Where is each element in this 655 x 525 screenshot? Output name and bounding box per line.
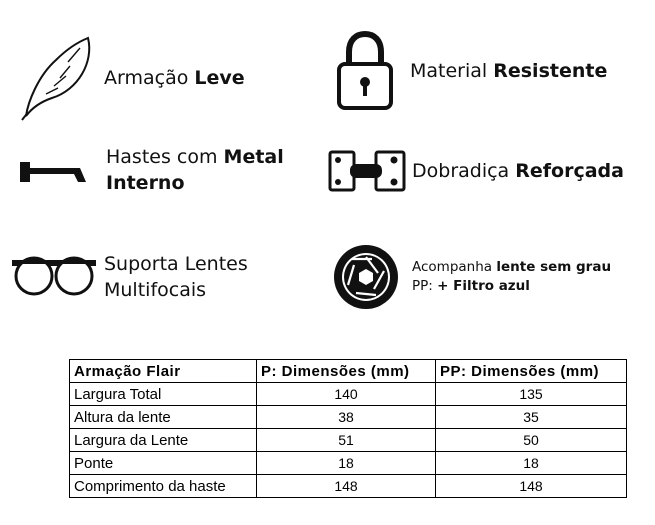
table-cell: 51 <box>257 429 436 452</box>
feature-bold-text: Resistente <box>493 60 608 82</box>
feather-icon <box>16 32 96 124</box>
table-header-cell: PP: Dimensões (mm) <box>436 360 627 383</box>
table-cell: Comprimento da haste <box>70 475 257 498</box>
table-row <box>70 475 627 498</box>
feature-metal-temples <box>18 144 284 196</box>
feature-bold-text: lente sem grau <box>496 259 612 275</box>
feature-bold-text: Metal <box>223 146 284 168</box>
table-cell: 18 <box>436 452 627 475</box>
table-cell: 148 <box>257 475 436 498</box>
feature-bold-text: + Filtro azul <box>437 278 530 294</box>
feature-bold-text: Leve <box>194 67 245 89</box>
feature-text: Acompanha <box>412 259 497 275</box>
hinge-icon <box>328 148 408 194</box>
table-cell: 18 <box>257 452 436 475</box>
feature-text-line1: Suporta Lentes <box>104 253 248 275</box>
feature-text: Dobradiça <box>412 160 516 182</box>
table-cell: 135 <box>436 383 627 406</box>
table-cell: Altura da lente <box>70 406 257 429</box>
feature-text: PP: <box>412 278 438 294</box>
table-cell: 50 <box>436 429 627 452</box>
glasses-temple-icon <box>18 150 88 190</box>
feature-multifocal-lenses <box>10 250 248 304</box>
feature-reinforced-hinge <box>328 148 624 194</box>
padlock-icon <box>334 30 396 112</box>
feature-bold-text-line2: Interno <box>106 172 185 194</box>
feature-lens-included <box>332 243 611 311</box>
feature-bold-text: Reforçada <box>515 160 624 182</box>
table-cell: Largura da Lente <box>70 429 257 452</box>
table-header-cell: P: Dimensões (mm) <box>257 360 436 383</box>
feature-text: Hastes com <box>106 146 224 168</box>
table-row <box>70 406 627 429</box>
table-cell: 35 <box>436 406 627 429</box>
feature-text-line2: Multifocais <box>104 279 207 301</box>
dimensions-table <box>69 359 627 498</box>
table-cell: Largura Total <box>70 383 257 406</box>
feature-resistant-material <box>334 30 607 112</box>
table-row <box>70 452 627 475</box>
camera-aperture-icon <box>332 243 400 311</box>
table-header-row <box>70 360 627 383</box>
table-cell: 38 <box>257 406 436 429</box>
round-glasses-icon <box>10 250 98 304</box>
table-header-cell: Armação Flair <box>70 360 257 383</box>
table-row <box>70 383 627 406</box>
table-cell: 148 <box>436 475 627 498</box>
feature-light-frame <box>16 32 245 124</box>
table-cell: Ponte <box>70 452 257 475</box>
table-row <box>70 429 627 452</box>
table-cell: 140 <box>257 383 436 406</box>
feature-text: Armação <box>104 67 195 89</box>
feature-text: Material <box>410 60 494 82</box>
